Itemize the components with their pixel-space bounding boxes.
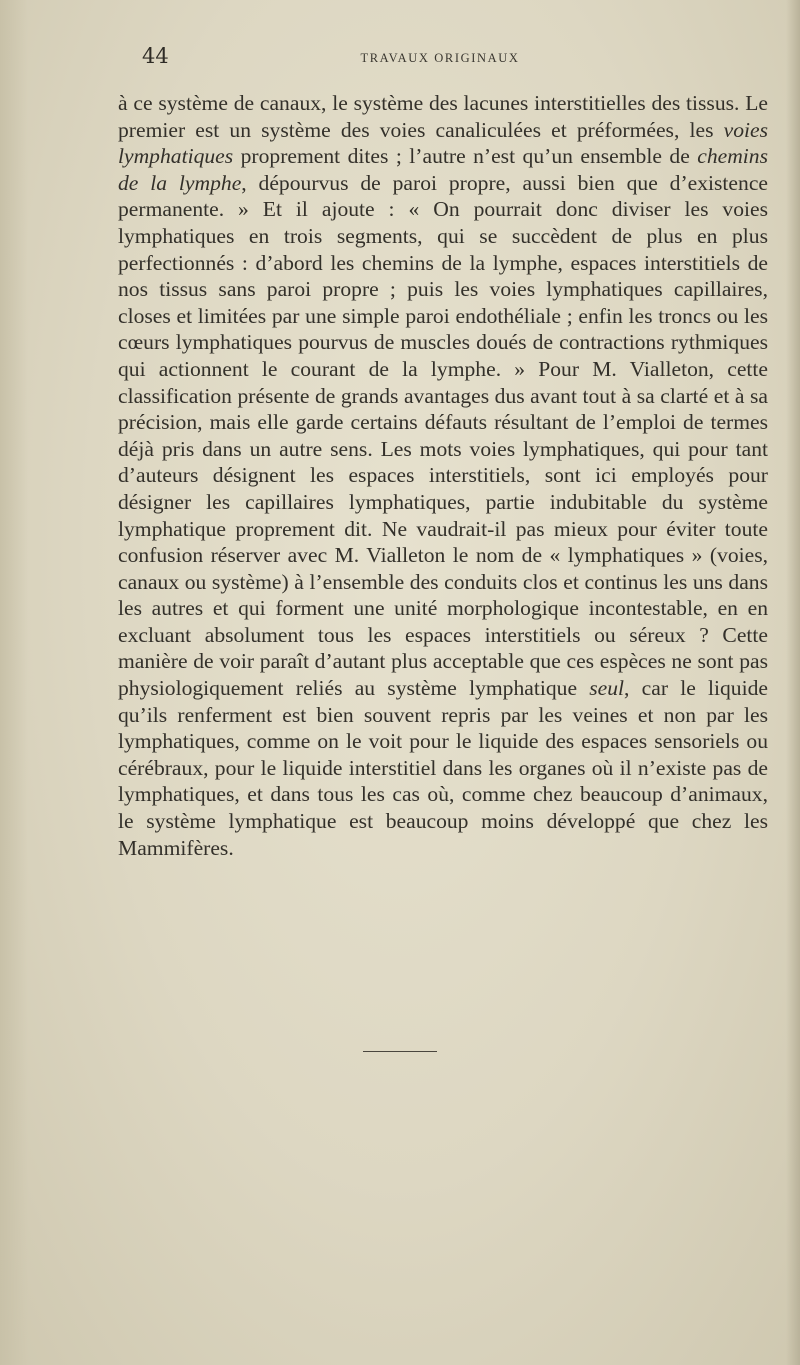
text-run: proprement dites ; l’autre n’est qu’un ensemble de: [233, 144, 698, 169]
running-header: [120, 42, 760, 72]
page-shadow-right: [786, 0, 800, 1365]
page-number: 44: [142, 44, 169, 68]
text-run: , dépourvus de paroi propre, aussi bien que d’existence permanente. » Et il ajoute : « On pourrait donc diviser les voies lymphatiques en trois segments, qui se succèdent de plus en plus perfectionnés : d’abord les chemins de la lymphe, espaces interstitiels de nos tissus sans paroi propre ; puis les voies lymphatiques capillaires, closes et limitées par une simple paroi endothéliale ; enfin les troncs ou les cœurs lymphatiques pourvus de muscles doués de contractions rythmiques qui actionnent le courant de la lymphe. » Pour M. Vialleton, cette classification présente de grands avantages dus avant tout à sa clarté et à sa précision, mais elle garde certains défauts résultant de l’emploi de termes déjà pris dans un autre sens. Les mots voies lymphatiques, qui pour tant d’auteurs désignent les espaces interstitiels, sont ici employés pour désigner les capillaires lymphatiques, partie indubitable du système lymphatique proprement dit. Ne vaudrait-il pas mieux pour éviter toute confusion réserver avec M. Vialleton le nom de « lymphatiques » (voies, canaux ou système) à l’ensemble des conduits clos et continus les uns dans les autres et qui forment une unité morphologique incontestable, en en excluant absolument tous les espaces interstitiels ou séreux ? Cette manière de voir paraît d’autant plus acceptable que ces espèces ne sont pas physiologiquement reliés au système lymphatique: [118, 170, 768, 701]
italic-term: chemins de la lymphe: [118, 144, 768, 195]
italic-term: seul: [589, 676, 625, 701]
text-run: à ce système de canaux, le système des lacunes interstitielles des tissus. Le premier est un système des voies canaliculées et préformées, les: [118, 91, 768, 142]
running-title: TRAVAUX ORIGINAUX: [360, 51, 520, 65]
section-end-rule: [363, 1051, 437, 1052]
text-run: , car le liquide qu’ils renferment est bien souvent repris par les veines et non par les lymphatiques, comme on le voit pour le liquide des espaces sensoriels ou cérébraux, pour le liquide interstitiel dans les organes où il n’existe pas de lymphatiques, et dans tous les cas où, comme chez beaucoup d’animaux, le système lymphatique est beaucoup moins développé que chez les Mammifères.: [118, 676, 768, 860]
body-paragraph: [118, 90, 768, 861]
italic-term: voies lymphatiques: [118, 117, 768, 169]
page-shadow-left: [0, 0, 28, 1365]
